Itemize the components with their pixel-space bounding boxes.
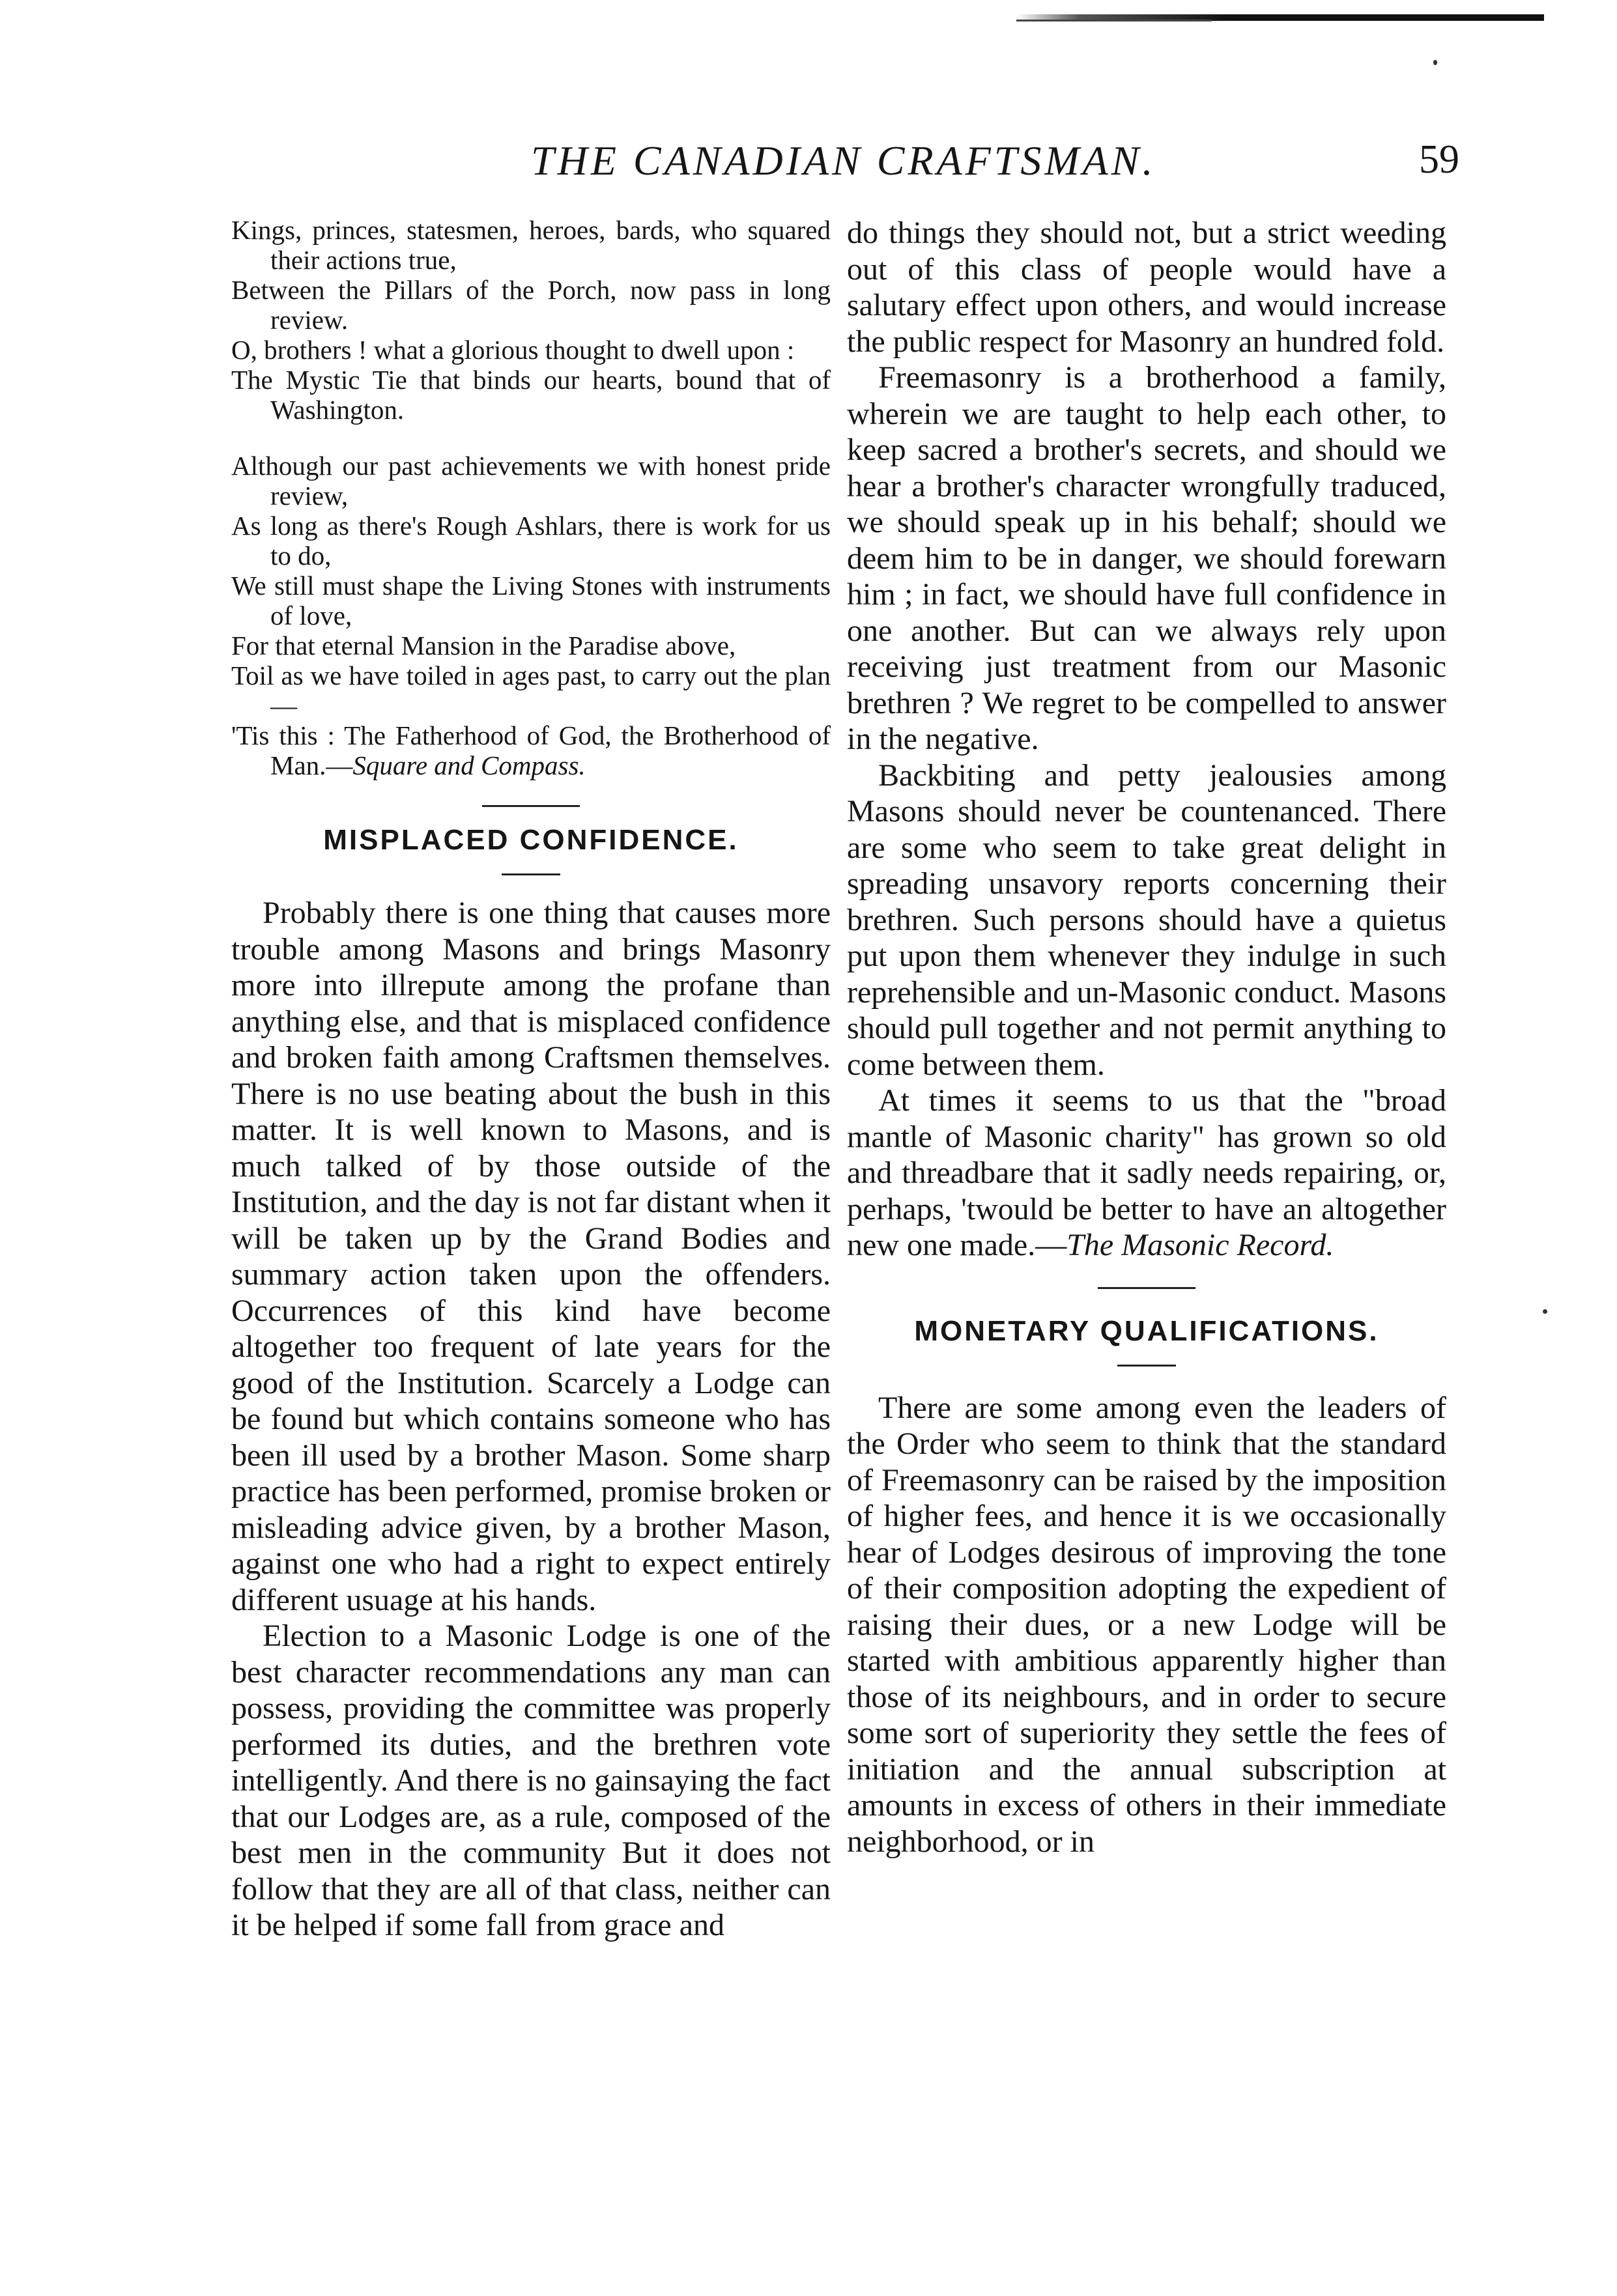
top-decorative-rule-thin xyxy=(1016,20,1212,21)
article-paragraph: Election to a Masonic Lodge is one of the best character recommendations any man can possess, providing the committee was properly performed its duties, and the brethren vote intelligently. And there is no gainsaying the fact that our Lodges are, as a rule, composed of the best men in the community But it does not follow that they are all of that class, neither can it be helped if some fall from grace and xyxy=(231,1619,831,1942)
page-header xyxy=(235,137,1459,195)
article-body-misplaced-confidence xyxy=(231,895,831,1944)
article-paragraph xyxy=(847,1083,1446,1264)
article-paragraph-text: At times it seems to us that the "broad mantle of Masonic charity" has grown so old and threadbare that it sadly needs repairing, or, perhaps, 'twould be better to have an altogether new one made.— xyxy=(847,1083,1446,1262)
page-number: 59 xyxy=(1419,137,1459,182)
poem-last-line-text: 'Tis this : The Fatherhood of God, the Brotherhood of Man.— xyxy=(231,720,831,780)
article-paragraph: There are some among even the leaders of the Order who seem to think that the standard of Freemasonry can be raised by the imposition of higher fees, and hence it is we occasionally hear of Lodges desirous of improving the tone of their composition adopting the expedient of raising their dues, or a new Lodge will be started with ambitious apparently higher than those of its neighbours, and in order to secure some sort of superiority they settle the fees of initiation and the annual subscription at amounts in excess of others in their immediate neighborhood, or in xyxy=(847,1390,1446,1859)
poem-line: O, brothers ! what a glorious thought to dwell upon : xyxy=(231,335,795,365)
section-divider xyxy=(482,805,580,807)
article-body-continuation xyxy=(847,215,1446,1264)
left-column xyxy=(231,215,831,1944)
poem-line: We still must shape the Living Stones with instruments of love, xyxy=(231,571,831,631)
poem-line: Although our past achievements we with honest pride review, xyxy=(231,451,831,511)
poem-stanza xyxy=(231,215,831,425)
section-title-monetary-qualifications: MONETARY QUALIFICATIONS. xyxy=(914,1314,1379,1347)
right-column xyxy=(847,215,1446,1860)
section-title-misplaced-confidence: MISPLACED CONFIDENCE. xyxy=(323,824,739,856)
poem-credit: Square and Compass. xyxy=(352,750,586,780)
section-divider xyxy=(1098,1287,1195,1289)
poem-line: Toil as we have toiled in ages past, to carry out the plan— xyxy=(231,660,831,720)
article-body-monetary-qualifications xyxy=(847,1390,1446,1860)
source-credit: The Masonic Record. xyxy=(1066,1228,1334,1262)
ink-speck xyxy=(1433,60,1437,65)
section-title-underline xyxy=(1117,1365,1176,1367)
poem xyxy=(231,215,831,780)
section-title-underline xyxy=(502,873,560,875)
poem-line: As long as there's Rough Ashlars, there is work for us to do, xyxy=(231,511,831,571)
ink-speck xyxy=(1543,1309,1547,1314)
article-paragraph: Probably there is one thing that causes more trouble among Masons and brings Masonry more into illrepute among the profane than anything else, and that is misplaced confidence and broken faith among Craftsmen themselves. There is no use beating about the bush in this matter. It is well known to Masons, and is much talked of by those outside of the Institution, and the day is not far distant when it will be taken up by the Grand Bodies and summary action taken upon the offenders. Occurrences of this kind have become altogether too frequent of late years for the good of the Institution. Scarcely a Lodge can be found but which contains someone who has been ill used by a brother Mason. Some sharp practice has been performed, promise broken or misleading advice given, by a brother Mason, against one who had a right to expect entirely different usuage at his hands. xyxy=(231,896,831,1617)
poem-line: The Mystic Tie that binds our hearts, bound that of Washington. xyxy=(231,365,831,425)
article-paragraph: Freemasonry is a brotherhood a family, wherein we are taught to help each other, to keep sacred a brother's secrets, and should we hear a brother's character wrongfully traduced, we should speak up in his behalf; should we deem him to be in danger, we should forewarn him ; in fact, we should have full confidence in one another. But can we always rely upon receiving just treatment from our Masonic brethren ? We regret to be compelled to answer in the negative. xyxy=(847,360,1446,756)
poem-line: Kings, princes, statesmen, heroes, bards, who squared their actions true, xyxy=(231,215,831,275)
poem-line xyxy=(231,720,831,780)
running-title: THE CANADIAN CRAFTSMAN. xyxy=(531,137,1156,184)
article-paragraph: Backbiting and petty jealousies among Masons should never be countenanced. There are some who seem to take great delight in spreading unsavory reports concerning their brethren. Such persons should have a quietus put upon them whenever they indulge in such reprehensible and un-Masonic conduct. Masons should pull together and not permit anything to come between them. xyxy=(847,758,1446,1082)
poem-line: For that eternal Mansion in the Paradise above, xyxy=(231,631,736,660)
poem-stanza xyxy=(231,451,831,780)
article-paragraph: do things they should not, but a strict weeding out of this class of people would have a salutary effect upon others, and would increase the public respect for Masonry an hundred fold. xyxy=(847,216,1446,359)
poem-line: Between the Pillars of the Porch, now pass in long review. xyxy=(231,275,831,335)
